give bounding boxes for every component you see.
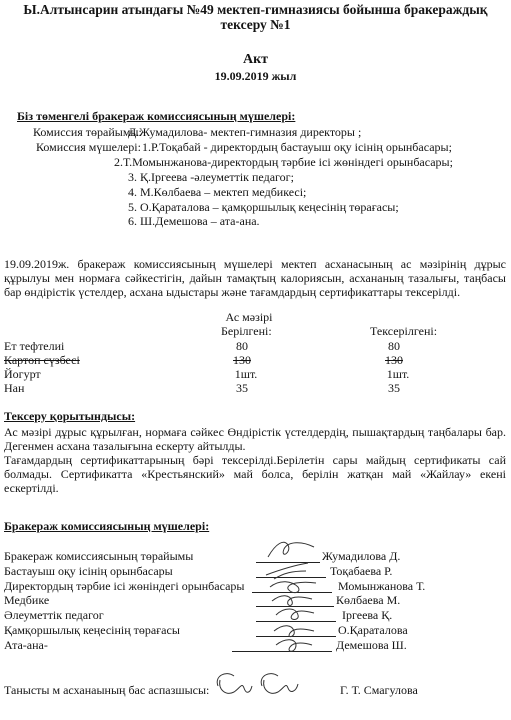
signature-name: О.Қараталова xyxy=(338,623,408,637)
signatures-heading: Бракераж комиссиясының мүшелері: xyxy=(4,519,210,533)
intro-paragraph: 19.09.2019ж. бракераж комиссиясының мүшелері мектеп асханасының ас мәзірінің дұрыс құрылуы мен нормаға сәйкестігін, дайын тамақтың калориясын, асхананың тазалығы, таңбасы бар өндірістік үстелдер, асхана ыдыстары және тағамдардың сертификаттары тексерілді. xyxy=(4,257,506,299)
commission-member: 2.Т.Момынжанова-директордың тәрбие ісі жөніндегі орынбасары; xyxy=(114,155,453,169)
document-title-line2: тексеру №1 xyxy=(220,17,291,32)
commission-heading: Біз төменгелі бракераж комиссиясының мүшелері: xyxy=(17,109,296,123)
document-title-line1: Ы.Алтынсарин атындағы №49 мектеп-гимназиясы бойынша бракераждық xyxy=(23,2,488,17)
chef-name: Г. Т. Смагулова xyxy=(340,683,418,697)
conclusion-heading: Тексеру қорытындысы: xyxy=(4,409,136,423)
menu-row-given: 80 xyxy=(236,339,248,353)
chef-signature xyxy=(212,668,302,700)
commission-chair-value: Д.Жумадилова- мектеп-гимназия директоры ; xyxy=(128,125,362,139)
menu-col-checked: Тексерілгені: xyxy=(370,324,438,338)
commission-chair-label: Комиссия төрайымы: xyxy=(33,125,142,139)
signature-role: Ата-ана- xyxy=(4,638,48,652)
menu-row-name: Ет тефтелиі xyxy=(4,339,65,353)
commission-member: 4. М.Көлбаева – мектеп медбикесі; xyxy=(128,185,307,199)
menu-row-checked: 1шт. xyxy=(386,367,410,381)
signature-name: Демешова Ш. xyxy=(336,638,407,652)
menu-row-given: 35 xyxy=(236,381,248,395)
signature-role: Директордың тәрбие ісі жөніндегі орынбасары xyxy=(4,579,245,593)
menu-row-name: Картоп сүзбесі xyxy=(4,353,80,367)
signature-name: Жумадилова Д. xyxy=(322,549,401,563)
menu-row-checked: 130 xyxy=(385,353,403,367)
act-date: 19.09.2019 жыл xyxy=(214,69,297,83)
signature-role: Әлеуметтік педагог xyxy=(4,608,104,622)
conclusion-paragraph-1: Ас мәзірі дұрыс құрылған, нормаға сәйкес Өндірістік үстелдердің, пышақтардың таңбалары бар. Дегенмен асхана тазалығына ескерту айтылды. xyxy=(4,425,506,453)
menu-row-checked: 35 xyxy=(388,381,400,395)
commission-member: 3. Қ.Іргеева -әлеуметтік педагог; xyxy=(128,170,294,184)
menu-row-checked: 80 xyxy=(388,339,400,353)
signature-name: Момынжанова Т. xyxy=(338,579,426,593)
menu-col-given: Берілгені: xyxy=(221,324,272,338)
act-heading: Акт xyxy=(242,52,269,67)
signature-name: Тоқабаева Р. xyxy=(330,564,393,578)
conclusion-paragraph-2: Тағамдардың сертификаттарының бәрі тексерілді.Берілетін сары майдың сертификаты сай болмады. Сертификатта «Крестьянский» май болса, берілін жатқан май «Жайлау» екені ескертілді. xyxy=(4,453,506,495)
signature-role: Медбике xyxy=(4,593,50,607)
menu-row-given: 1шт. xyxy=(234,367,258,381)
menu-row-given: 130 xyxy=(233,353,251,367)
signature-role: Бракераж комиссиясының төрайымы xyxy=(4,549,194,563)
menu-row-name: Нан xyxy=(4,381,25,395)
signature-role: Бастауыш оқу ісінің орынбасары xyxy=(4,564,173,578)
commission-members-label: Комиссия мүшелері: xyxy=(36,140,141,154)
handwritten-signatures xyxy=(262,535,322,660)
commission-member: 6. Ш.Демешова – ата-ана. xyxy=(128,214,260,228)
menu-title: Ас мәзірі xyxy=(225,310,273,324)
signature-role: Қамқоршылық кеңесінің төрағасы xyxy=(4,623,180,637)
menu-row-name: Йогурт xyxy=(4,367,41,381)
commission-member: 1.Р.Тоқабай - директордың бастауыш оқу ісінің орынбасары; xyxy=(142,140,452,154)
signature-name: Іргеева Қ. xyxy=(342,608,393,622)
commission-member: 5. О.Қараталова – қамқоршылық кеңесінің төрағасы; xyxy=(128,200,399,214)
signature-name: Көлбаева М. xyxy=(336,593,401,607)
chef-role: Танысты м асханаының бас аспазшысы: xyxy=(4,683,210,697)
